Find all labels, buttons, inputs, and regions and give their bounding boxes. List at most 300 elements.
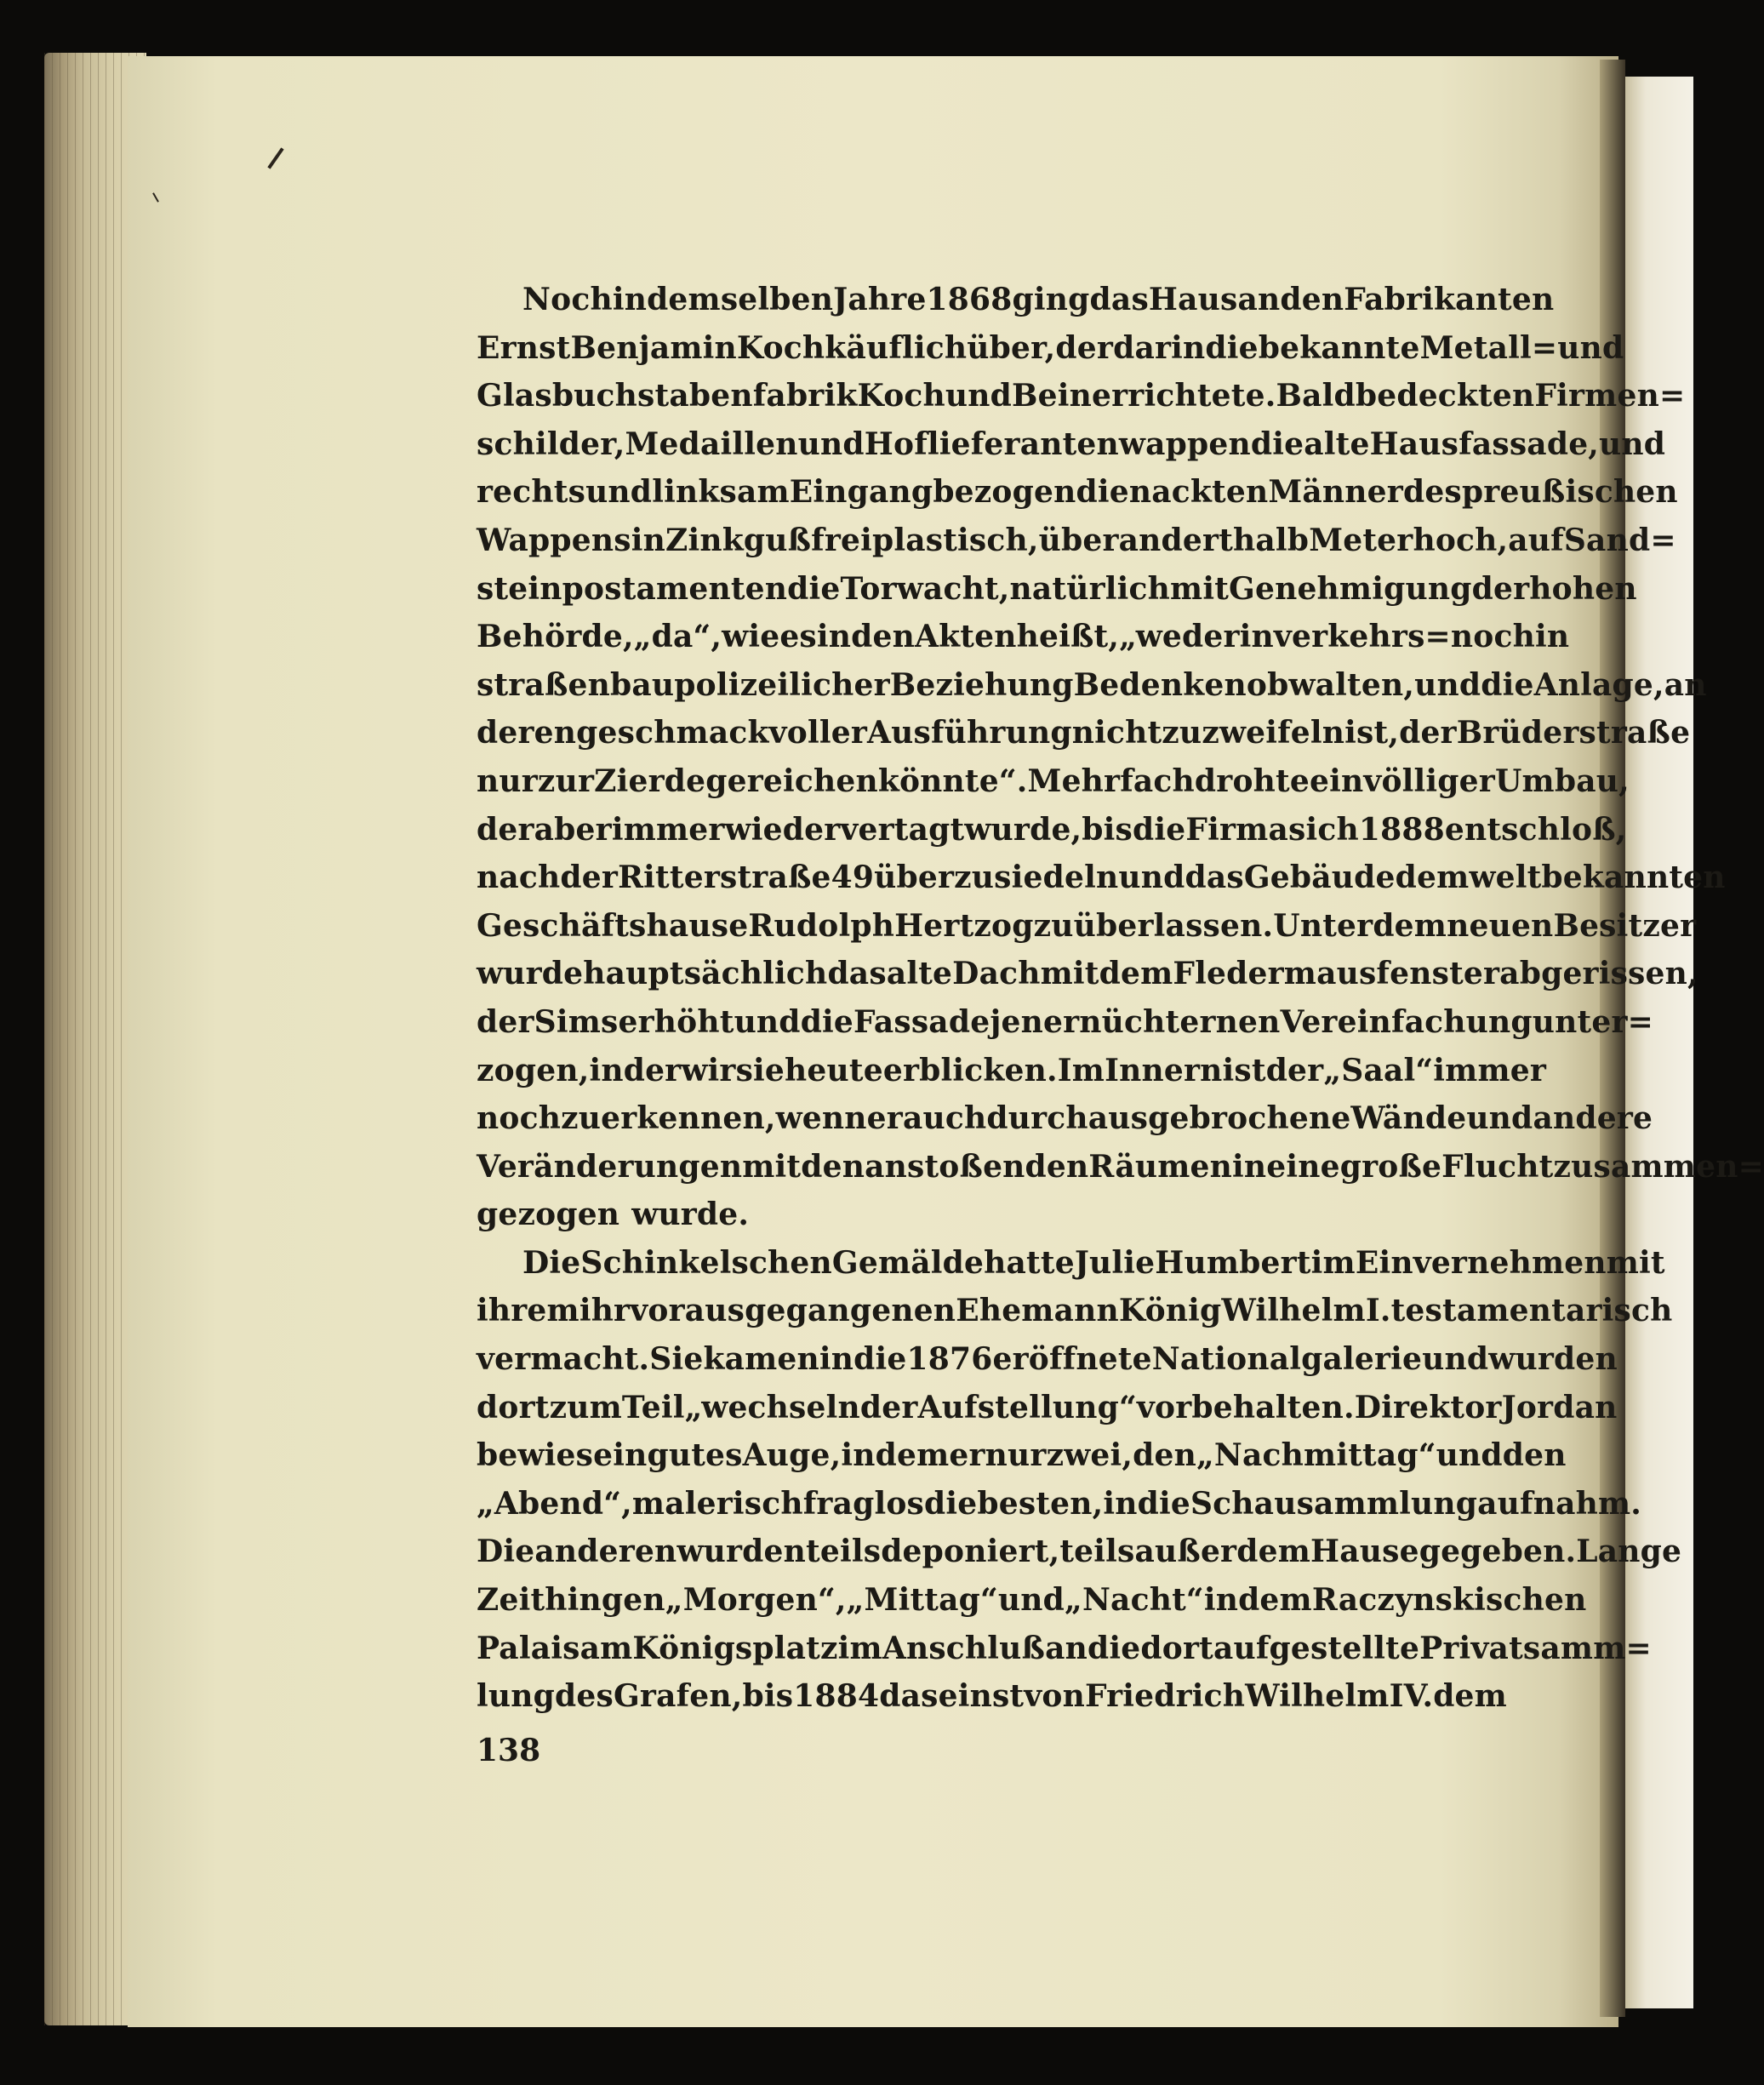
word: Mehrfach [1027,763,1195,799]
word: Firma [1185,811,1288,848]
word: schilder, [477,426,625,462]
word: wurden [1488,1341,1618,1378]
word: am [579,1630,633,1666]
word: und [1557,329,1624,366]
word: Metall= [1419,329,1558,366]
word: anderthalb [1118,522,1310,558]
word: IV. [1389,1678,1434,1715]
word: wie [722,619,780,655]
word: straßenbaupolizeilicher [477,666,890,703]
word: Bald [1276,378,1356,414]
text-line [477,1335,1618,1384]
word: käuflich [825,329,968,366]
word: dem [1373,907,1447,944]
word: Unter [1273,907,1373,944]
word: dem [1238,1582,1312,1619]
word: indem [841,1437,950,1474]
word: teils [806,1534,882,1570]
word: links [652,474,737,511]
word: Glasbuchstabenfabrik [477,378,858,414]
word: I. [1365,1293,1391,1329]
word: und [1436,1437,1503,1474]
word: erblicken. [882,1052,1058,1088]
word: in [1203,1582,1239,1619]
word: zu [561,1100,602,1137]
word: besten, [977,1485,1104,1522]
word: zum [549,1389,622,1425]
word: überlassen. [1073,907,1274,944]
word: bedeckten [1355,378,1535,414]
word: nach [477,860,561,896]
word: die [924,1485,978,1522]
word: obwalten, [1246,666,1415,703]
word: das [879,1678,939,1715]
word: Zinkguß [665,522,812,558]
word: rechts [477,474,586,511]
word: bezogen [933,474,1076,511]
word: Jordan [1501,1389,1618,1425]
text-line [477,1576,1587,1625]
text-line [477,854,1726,902]
word: wieder [724,811,841,848]
word: mit [1606,1244,1665,1281]
word: wenn [775,1100,867,1137]
word: und [1599,426,1666,462]
word: die [1137,1485,1190,1522]
word: an [1664,666,1707,703]
word: ist, [1344,715,1400,751]
word: er [949,1437,985,1474]
word: in [1535,619,1570,655]
text-line [477,613,1570,661]
word: hoch, [1413,522,1509,558]
word: Direktor [1354,1389,1502,1425]
word: Humbert [1155,1244,1311,1281]
word: immer [611,811,725,848]
word: die [1250,426,1304,462]
word: 1888 [1358,811,1445,848]
word: kamen [703,1341,819,1378]
word: und [945,378,1013,414]
word: Im [1057,1052,1105,1088]
word: bis [1082,811,1133,848]
word: nackten [1128,474,1269,511]
word: das [1185,860,1244,896]
word: Fabrikanten [1344,282,1555,317]
text-line [477,420,1666,469]
word: ihrem [477,1293,579,1329]
text-line [477,517,1676,565]
word: dem [1433,1678,1507,1715]
word: die [800,1003,854,1040]
word: Beziehung [889,666,1074,703]
word: bewies [477,1437,594,1474]
word: teils [1059,1534,1135,1570]
word: die [853,1341,907,1378]
word: neuen [1447,907,1554,944]
word: er [866,1100,903,1137]
word: Eingang [789,474,933,511]
word: der [477,1003,534,1040]
word: der [560,860,619,896]
word: Haus [1148,282,1238,317]
word: Königsplatz [632,1630,838,1666]
word: dem [1395,860,1470,896]
word: dem [1099,956,1173,992]
text-line [477,1191,1430,1239]
word: verkehrs= [1273,619,1451,655]
word: Noch [522,282,613,317]
word: in [819,1341,854,1378]
word: außer [1134,1534,1237,1570]
text-line [477,1528,1682,1576]
word: preußischen [1461,474,1678,511]
word: dort [477,1389,550,1425]
word: dort [1140,1630,1213,1666]
word: in [631,522,665,558]
word: drohte [1194,763,1310,799]
word: überzusiedeln [874,860,1119,896]
word: in [1103,1485,1138,1522]
word: noch [1450,619,1535,655]
word: zwei, [1046,1437,1133,1474]
word: „Mittag“ [846,1582,998,1619]
word: mit [742,1148,802,1185]
word: Wilhelm [1221,1293,1366,1329]
word: das [1089,282,1149,317]
word: den [851,619,916,655]
word: Innern [1105,1052,1223,1088]
word: ausgebrochene [1088,1100,1351,1137]
word: Hertzog [894,907,1034,944]
text-line [477,1431,1567,1480]
word: Bedenken [1073,666,1247,703]
word: des [1402,474,1462,511]
word: darin [1113,329,1206,366]
word: Koch [857,378,945,414]
word: immer [1433,1052,1547,1088]
word: könnte“. [877,763,1028,799]
text-line [477,998,1653,1047]
word: und [585,474,653,511]
word: wurde, [964,811,1082,848]
word: bekannte [1258,329,1420,366]
word: nicht [1071,715,1162,751]
word: Zierde [594,763,706,799]
word: die [1133,811,1186,848]
word: Rudolph [748,907,895,944]
word: sich [1288,811,1359,848]
word: Meter [1309,522,1413,558]
word: entschloß, [1444,811,1627,848]
word: aufgestellte [1213,1630,1420,1666]
word: freiplastisch, [811,522,1039,558]
word: Die [477,1534,535,1570]
word: Veränderungen [477,1148,743,1185]
word: vorbehalten. [1136,1389,1355,1425]
word: bis [742,1678,794,1715]
word: Anschluß [882,1630,1046,1666]
word: Jahre [833,282,927,317]
word: Wilhelm [1245,1678,1390,1715]
word: „weder [1119,619,1240,655]
word: alte [886,956,953,992]
word: völliger [1363,763,1495,799]
word: hauptsächlich [583,956,828,992]
word: sie [735,1052,785,1088]
word: Gemälde [831,1244,985,1281]
word: testamentarisch [1390,1293,1673,1329]
word: der [1471,570,1530,607]
word: im [1310,1244,1356,1281]
word: vermacht. [477,1341,650,1378]
word: zu [1162,715,1202,751]
word: heute [785,1052,883,1088]
word: auch [902,1100,987,1137]
word: ihr [579,1293,631,1329]
word: Hausfassade, [1369,426,1600,462]
word: wurde. [631,1197,750,1233]
word: das [827,956,887,992]
word: einst [938,1678,1025,1715]
word: Teil [621,1389,685,1425]
word: der [477,811,534,848]
word: mit [1040,956,1099,992]
word: erkennen, [601,1100,776,1137]
word: „wechselnder [684,1389,918,1425]
word: wir [681,1052,736,1088]
word: in [1239,619,1274,655]
word: der [623,1052,682,1088]
word: Sand= [1563,522,1676,558]
word: lung [477,1678,555,1715]
text-line [477,1239,1665,1288]
word: über, [967,329,1056,366]
word: Auge, [742,1437,842,1474]
word: Hause [1310,1534,1419,1570]
word: den [1133,1437,1196,1474]
word: und [1466,1100,1533,1137]
word: Firmen= [1534,378,1686,414]
word: vertagt [840,811,965,848]
word: Ritterstraße [618,860,831,896]
word: Koch [736,329,825,366]
word: alte [1304,426,1370,462]
word: König [1118,1293,1222,1329]
word: und [997,1582,1065,1619]
word: Palais [477,1630,580,1666]
word: Geschäftshause [477,907,749,944]
word: und [1422,1341,1489,1378]
body-text [477,276,1764,1721]
word: demselben [647,282,834,317]
word: Julie [1074,1244,1156,1281]
word: und [797,426,865,462]
word: zu [1033,907,1074,944]
text-line [477,1625,1652,1673]
text-line [477,1094,1653,1143]
word: hingen [545,1582,665,1619]
word: „Abend“, [477,1485,632,1522]
word: anstoßenden [865,1148,1089,1185]
text-line [477,1672,1507,1721]
word: Flucht [1441,1148,1554,1185]
text-line [477,902,1697,951]
word: ein [593,1437,648,1474]
word: hatte [984,1244,1075,1281]
word: eine [1266,1148,1340,1185]
word: Privatsamm= [1419,1630,1652,1666]
word: gezogen [477,1197,620,1233]
word: die [1076,474,1129,511]
word: an [1237,282,1281,317]
word: anderen [534,1534,677,1570]
word: Raczynskischen [1311,1582,1587,1619]
word: „Nachmittag“ [1196,1437,1436,1474]
word: Männer [1268,474,1403,511]
word: gereichen [705,763,878,799]
word: weltbekannten [1469,860,1726,896]
word: Akten [915,619,1017,655]
word: Hoflieferantenwappen [864,426,1251,462]
word: steinpostamenten [477,570,788,607]
word: Ernst [477,329,571,366]
word: ging [1012,282,1090,317]
word: zweifeln [1202,715,1345,751]
word: gegeben. [1419,1534,1577,1570]
word: Ausführung [867,715,1072,751]
word: über [1038,522,1119,558]
word: den [801,1148,865,1185]
text-line [477,1047,1547,1095]
word: Torwacht, [840,570,1010,607]
word: 1884 [793,1678,880,1715]
word: nur [477,763,538,799]
word: Dach [952,956,1041,992]
word: von [1024,1678,1085,1715]
word: den [1280,282,1344,317]
word: Besitzer [1553,907,1697,944]
word: jener [990,1003,1080,1040]
word: 1876 [906,1341,993,1378]
word: die [787,570,841,607]
text-line [477,806,1627,854]
word: Nationalgalerie [1151,1341,1423,1378]
word: natürlich [1009,570,1171,607]
text-line [477,661,1707,710]
word: „Nacht“ [1065,1582,1204,1619]
word: andere [1533,1100,1653,1137]
word: und [1118,860,1185,896]
text-line [477,276,1555,324]
word: aufnahm. [1477,1485,1642,1522]
text-line [477,1384,1618,1432]
word: wurde [477,956,584,992]
word: nur [985,1437,1047,1474]
text-line [477,324,1624,373]
word: Lange [1576,1534,1682,1570]
word: wurden [676,1534,807,1570]
word: errichtete. [1092,378,1276,414]
word: Sims [534,1003,619,1040]
word: erhöht [618,1003,734,1040]
word: Ehemann [956,1293,1119,1329]
word: am [736,474,790,511]
word: im [837,1630,882,1666]
word: unter= [1532,1003,1653,1040]
word: zogen, [477,1052,590,1088]
word: Bein [1012,378,1093,414]
word: Die [522,1244,581,1281]
word: in [1232,1148,1267,1185]
word: malerisch [631,1485,803,1522]
word: den [1502,1437,1567,1474]
word: der [1399,715,1457,751]
word: in [816,619,852,655]
word: Sie [649,1341,704,1378]
word: Medaillen [625,426,798,462]
word: an [1045,1630,1088,1666]
word: aber [534,811,612,848]
word: „Saal“ [1323,1052,1434,1088]
word: Benjamin [570,329,737,366]
word: Genehmigung [1229,570,1472,607]
word: die [1481,666,1534,703]
word: hohen [1529,570,1637,607]
word: und [1414,666,1481,703]
word: Schinkelschen [580,1244,832,1281]
text-line [477,1143,1764,1191]
word: Friedrich [1084,1678,1246,1715]
word: heißt, [1016,619,1120,655]
word: des [555,1678,614,1715]
word: der [1265,1052,1324,1088]
text-line [477,468,1678,517]
text-line [477,565,1637,614]
word: vorausgegangenen [630,1293,956,1329]
word: gutes [647,1437,743,1474]
word: mit [1170,570,1230,607]
page-number: 138 [477,1733,541,1768]
word: Gebäude [1243,860,1396,896]
word: ein [1309,763,1364,799]
word: Anlage, [1533,666,1664,703]
word: 49 [831,860,875,896]
word: in [612,282,648,317]
word: Umbau, [1494,763,1630,799]
word: abgerissen, [1499,956,1698,992]
word: auf [1508,522,1564,558]
text-line [477,1287,1673,1335]
text-line [477,1480,1642,1528]
word: deponiert, [881,1534,1060,1570]
text-line [477,950,1698,998]
word: eröffnete [992,1341,1152,1378]
word: durch [986,1100,1088,1137]
word: „da“, [633,619,722,655]
word: 1868 [926,282,1013,317]
word: Fledermausfenster [1173,956,1500,992]
word: Zeit [477,1582,545,1619]
word: es [779,619,817,655]
word: der [1055,329,1114,366]
word: dem [1236,1534,1311,1570]
word: fraglos [802,1485,925,1522]
word: noch [477,1100,562,1137]
word: die [1205,329,1259,366]
text-line [477,709,1691,757]
word: Räumen [1088,1148,1233,1185]
